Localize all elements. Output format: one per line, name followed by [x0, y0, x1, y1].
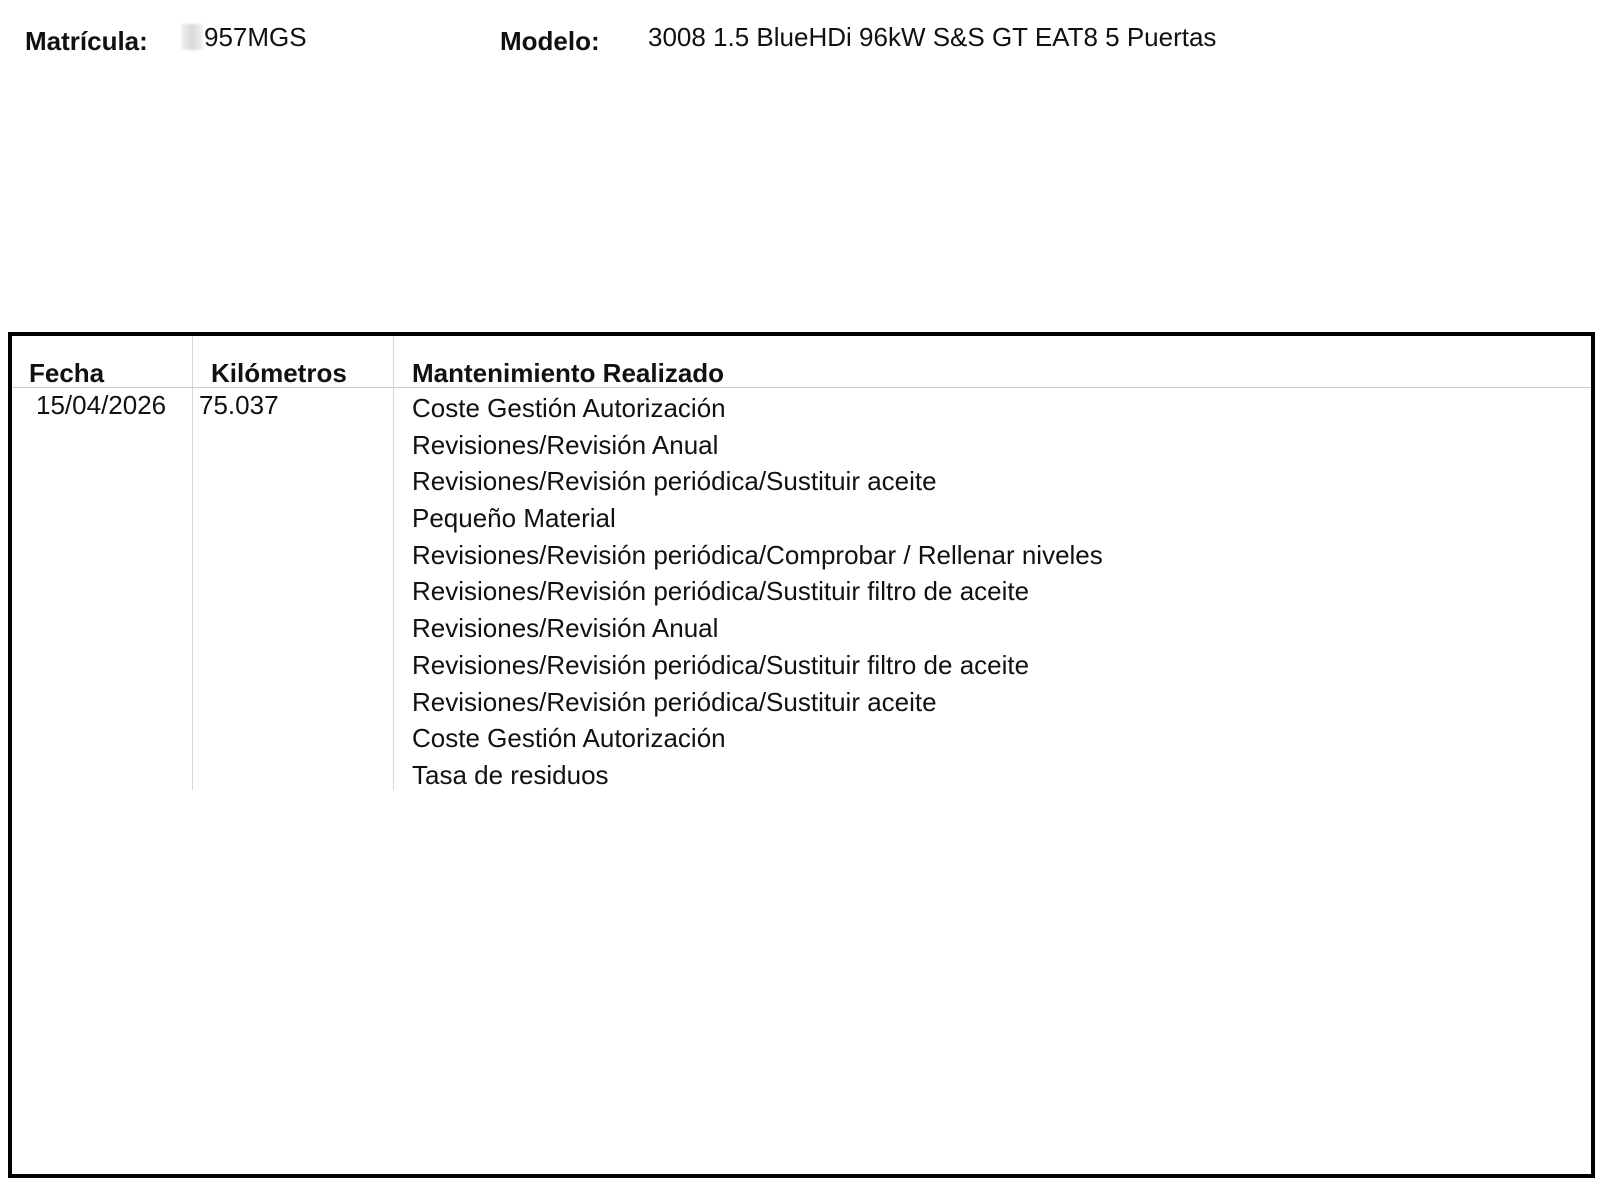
row-date: 15/04/2026 — [36, 390, 167, 420]
maintenance-task: Revisiones/Revisión Anual — [412, 613, 719, 644]
column-divider — [393, 336, 394, 790]
maintenance-task: Revisiones/Revisión periódica/Sustituir aceite — [412, 686, 937, 717]
maintenance-task: Coste Gestión Autorización — [412, 393, 726, 423]
maintenance-task: Pequeño Material — [412, 503, 616, 534]
maintenance-task: Revisiones/Revisión periódica/Sustituir filtro de aceite — [412, 576, 1030, 607]
model-value: 3008 1.5 BlueHDi 96kW S&S GT EAT8 5 Puertas — [648, 22, 1217, 52]
maintenance-task: Revisiones/Revisión periódica/Comprobar / Rellenar niveles — [412, 539, 1103, 570]
column-divider — [192, 336, 193, 790]
column-header-date: Fecha — [29, 358, 105, 388]
plate-redaction — [181, 24, 203, 50]
maintenance-task: Coste Gestión Autorización — [412, 723, 726, 754]
maintenance-task: Revisiones/Revisión periódica/Sustituir filtro de aceite — [412, 649, 1030, 680]
column-header-maintenance: Mantenimiento Realizado — [412, 358, 725, 388]
maintenance-task-list — [412, 390, 1103, 794]
maintenance-table — [8, 332, 1595, 1178]
row-km: 75.037 — [199, 390, 279, 420]
model-label: Modelo: — [500, 26, 600, 56]
plate-value: 957MGS — [204, 22, 307, 52]
maintenance-task: Revisiones/Revisión Anual — [412, 429, 719, 460]
maintenance-task: Revisiones/Revisión periódica/Sustituir aceite — [412, 466, 937, 497]
column-header-km: Kilómetros — [211, 358, 347, 388]
maintenance-task: Tasa de residuos — [412, 759, 609, 790]
plate-label: Matrícula: — [25, 26, 148, 56]
